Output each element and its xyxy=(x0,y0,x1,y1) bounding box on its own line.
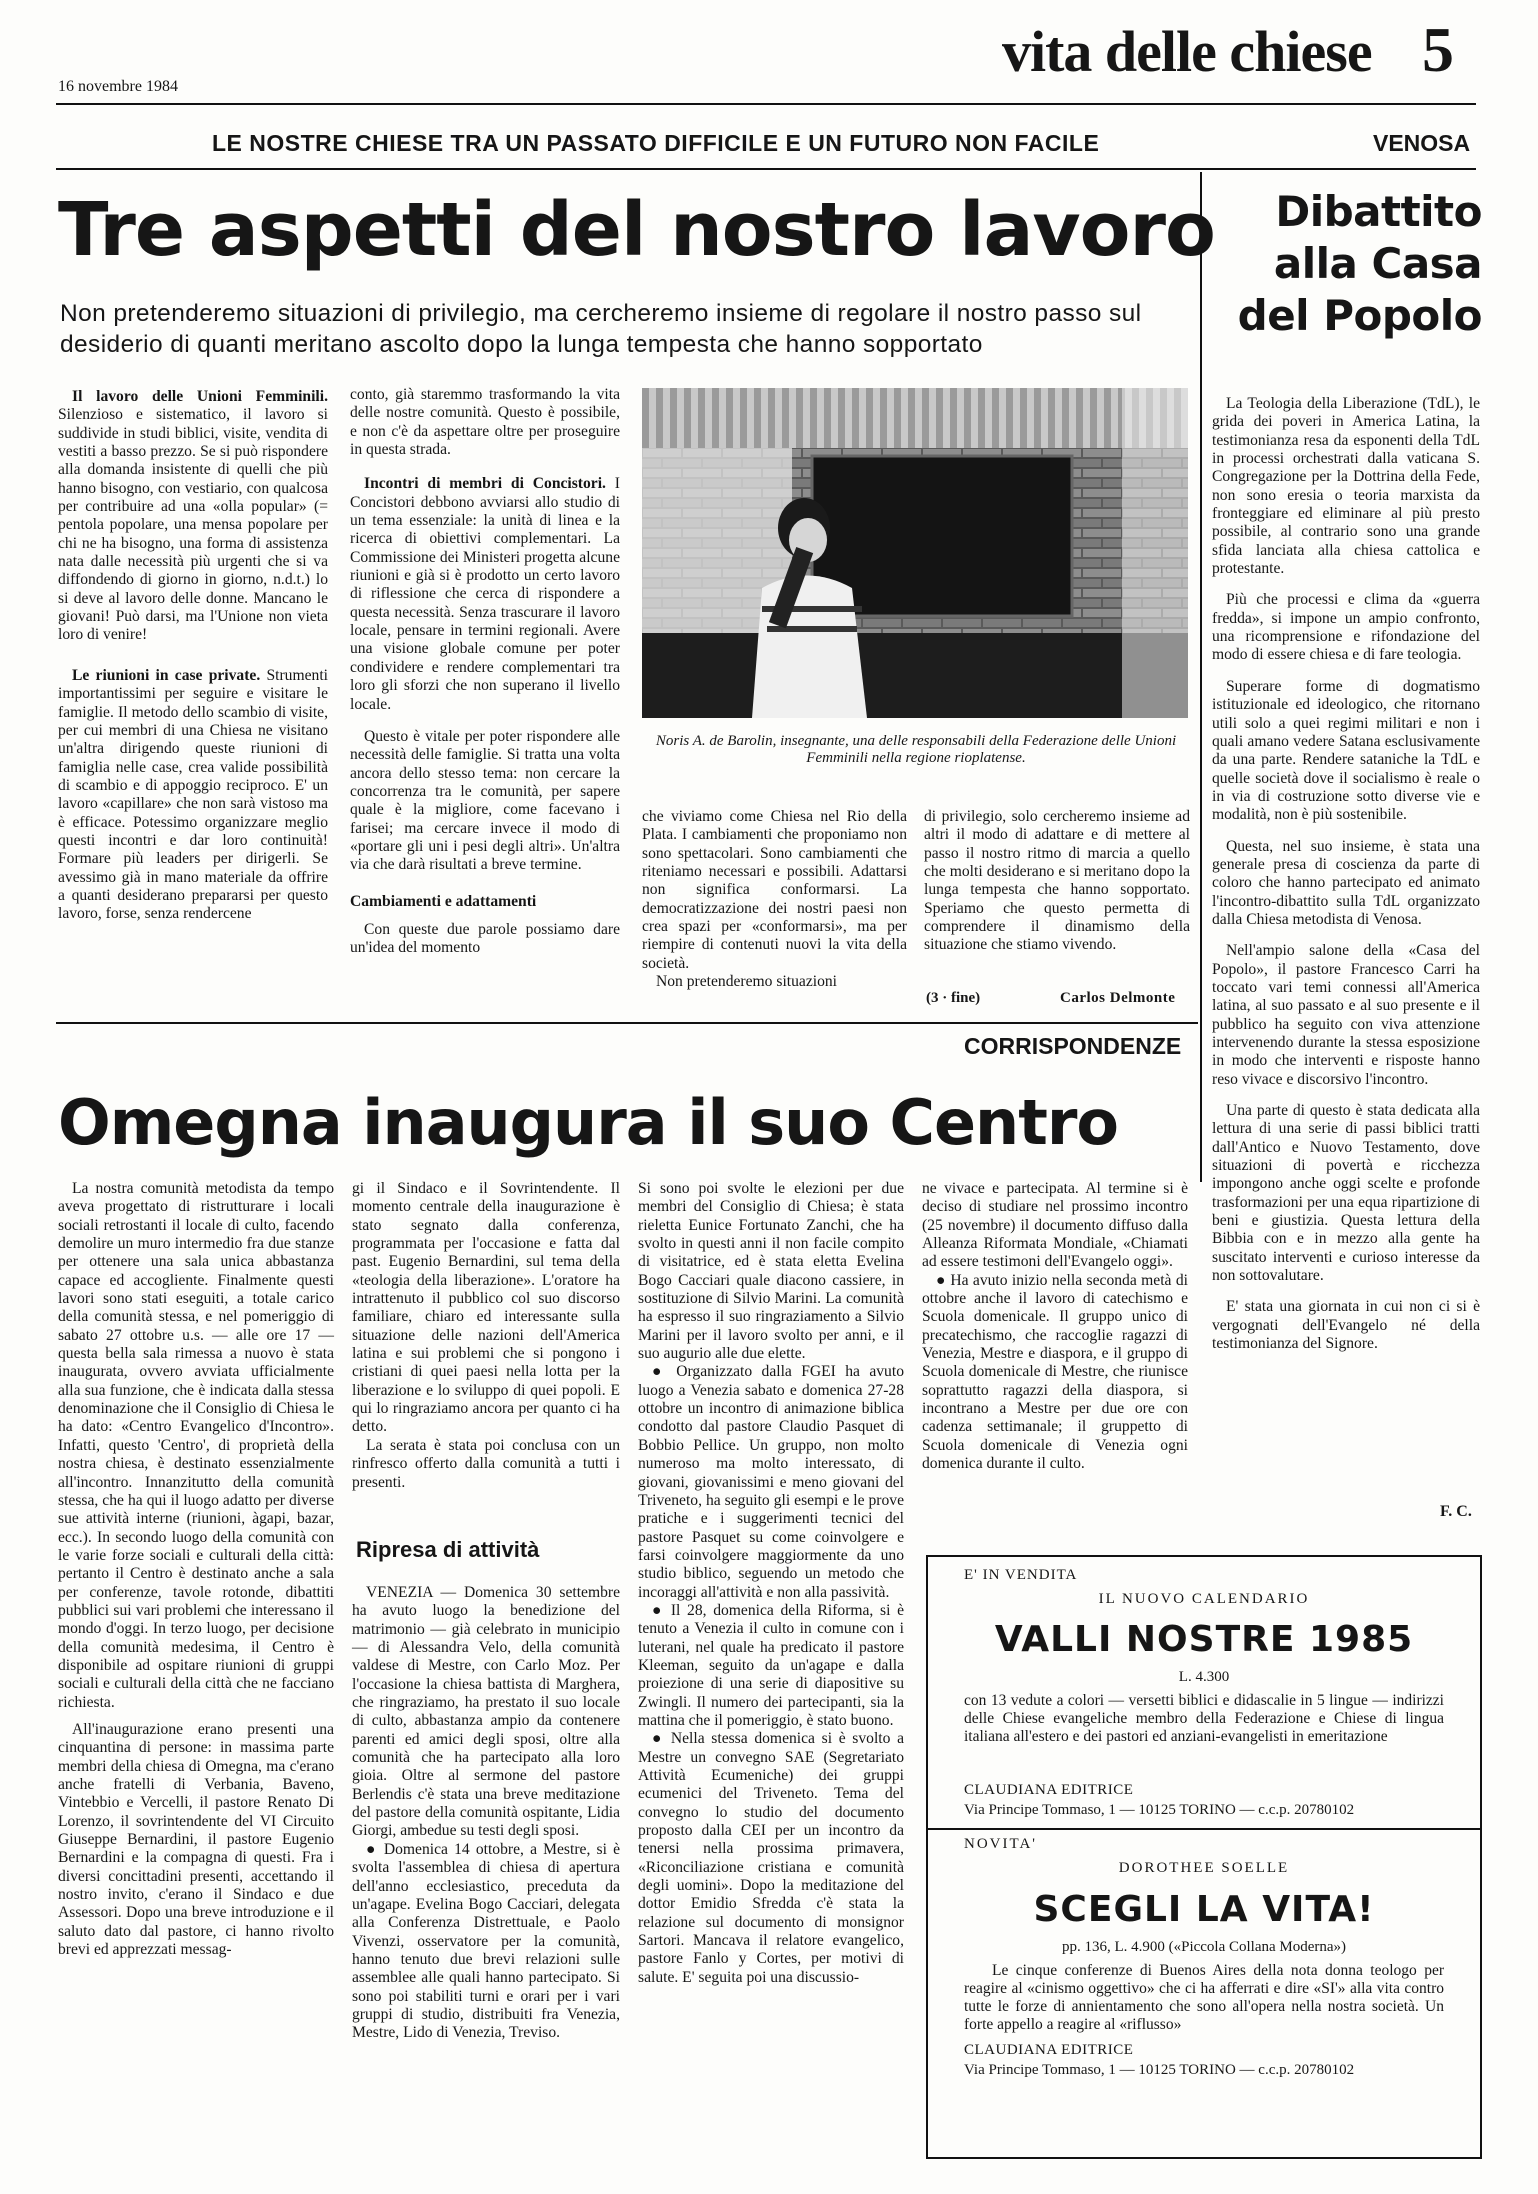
article2-col4 xyxy=(922,1180,1188,1474)
sidebar-title: Dibattito alla Casa del Popolo xyxy=(1237,187,1482,340)
section-label: CORRISPONDENZE xyxy=(964,1033,1182,1059)
section-title: vita delle chiese xyxy=(1002,19,1372,84)
article2-col2 xyxy=(352,1180,620,1492)
paragraph: ● Il 28, domenica della Riforma, si è tenuto a Venezia il culto in comune con i luterani, nel quale ha predicato il pastore Kleeman, seguito da un'agape e dalla proiezione di una serie di diapositive su Zwingli. Il numero dei partecipanti, sia la mattina che il pomeriggio, è stato buono. xyxy=(638,1601,904,1729)
article1-col3 xyxy=(642,808,907,991)
article1-col2 xyxy=(350,386,620,958)
sidebar-signature: F. C. xyxy=(1440,1503,1472,1520)
ad-author2: DOROTHEE SOELLE xyxy=(1118,1860,1290,1876)
article1-col1 xyxy=(58,388,328,924)
paragraph: Nell'ampio salone della «Casa del Popolo», il pastore Francesco Carri ha toccato vari temi connessi all'America latina, al suo passato e al suo presente e il pubblico ha seguito con viva attenzione intervenendo durante la stessa esposizione in modo che interventi e risposte hanno reso vivace e discorsivo l'incontro. xyxy=(1212,942,1480,1088)
ad-desc1: con 13 vedute a colori — versetti biblici e didascalie in 5 lingue — indirizzi delle Chiese evangeliche membro della Federazione e Chiese di lingua italiana all'estero e dei pastori ed anziani-evangelisti in emeritazione xyxy=(964,1692,1444,1745)
paragraph: VENEZIA — Domenica 30 settembre ha avuto luogo la benedizione del matrimonio — già celebrato in municipio — di Alessandra Velo, della comunità valdese di Mestre, con Carlo Moz. Per l'occasione la chiesa battista di Marghera, che ringraziamo, ha prestato il suo locale di culto, abbastanza ampio da contenere parenti ed amici degli sposi, oltre alla comunità che ha partecipato alla loro gioia. Oltre al sermone del pastore Berlendis c'è stata una breve meditazione del pastore della comunità ospitante, Lidia Giorgi, ambedue su testi degli sposi. xyxy=(352,1584,620,1840)
calendar-ad xyxy=(926,1555,1482,2159)
paragraph: Si sono poi svolte le elezioni per due membri del Consiglio di Chiesa; è stata rieletta Eunice Fortunato Zanchi, che ha svolto in questi anni il non facile compito di visitatrice, ed è stata eletta Evelina Bogo Cacciari quale diacono cassiere, in sostituzione di Silvio Marini. La comunità ha espresso il suo ringraziamento a Silvio Marini per il lavoro svolto per anni, e il suo augurio alle due elette. xyxy=(638,1180,904,1363)
ad-publisher1: CLAUDIANA EDITRICE xyxy=(964,1782,1134,1798)
kicker: LE NOSTRE CHIESE TRA UN PASSATO DIFFICILE E UN FUTURO NON FACILE xyxy=(212,130,1100,156)
ad-desc2: Le cinque conferenze di Buenos Aires della nota donna teologo per reagire al «cinismo oggettivo» che ci ha afferrati e dire «SI'» alla vita contro tutte le forze di annientamento che sono all'opera nella nostra società. Un forte appello a reagire al «riflusso» xyxy=(964,1962,1444,2033)
ad-line2: IL NUOVO CALENDARIO xyxy=(1098,1591,1310,1607)
ad-address2: Via Principe Tommaso, 1 — 10125 TORINO — c.c.p. 20780102 xyxy=(964,2062,1355,2078)
ad-title1: VALLI NOSTRE 1985 xyxy=(994,1619,1414,1660)
paragraph: Non pretenderemo situazioni xyxy=(656,973,838,991)
paragraph: gi il Sindaco e il Sovrintendente. Il momento centrale della inaugurazione è stato segnato dalla conferenza, programmata per l'occasione e fatta dal past. Eugenio Bernardini, sul tema della «teologia della liberazione». L'oratore ha intrattenuto il pubblico col suo discorso familiare, chiaro ed interessante sulla situazione delle nazioni dell'America latina e sui problemi che si pongono i cristiani di quei paesi nella lotta per la liberazione e lo sviluppo di quei popoli. E qui lo ringraziamo ancora per quanto ci ha detto. xyxy=(352,1180,620,1436)
paragraph: La Teologia della Liberazione (TdL), le grida dei poveri in America Latina, la testimonianza resa da esponenti della TdL in processi orchestrati dalla vaticana S. Congregazione per la Dottrina della Fede, non sono eresia o teoria marxista da fronteggiare ed eliminare al più presto possibile, al contrario sono una grande sfida lanciata alla chiesa cattolica e protestante. xyxy=(1212,395,1480,578)
paragraph: Questa, nel suo insieme, è stata una generale presa di coscienza da parte di coloro che hanno partecipato ed animato l'incontro-dibattito sulla TdL organizzato dalla Chiesa metodista di Venosa. xyxy=(1212,837,1480,928)
paragraph: Superare forme di dogmatismo istituzionale ed ideologico, che ritornano utili solo a quei regimi militari e non i quali amano vedere Satana esclusivamente da una parte. Rendere sataniche la TdL e quelle società dove il socialismo è reale o in via di costruzione sotto diverse vie e modalità, non è più sostenibile. xyxy=(1212,677,1480,824)
issue-date: 16 novembre 1984 xyxy=(58,78,178,95)
paragraph: che viviamo come Chiesa nel Rio della Plata. I cambiamenti che proponiamo non sono spettacolari. Sono cambiamenti che riteniamo necessari e possibili. Adattarsi non significa conformarsi. La democratizzazione dei nostri paesi non crea spazi per «conformarsi», ma per riempire di contenuti nuovi la vita della società. xyxy=(642,808,907,972)
paragraph: Incontri di membri di Concistori. I Concistori debbono avviarsi allo studio di un tema essenziale: la unità di linea e la ricerca di obiettivi complementari. La Commissione dei Ministeri progetta alcune riunioni e già si è prodotto un certo lavoro di riflessione che cerca di rispondere a questa necessità. Senza trascurare il lavoro locale, pensare in termini regionali. Avere una visione globale comune per poter condividere e rendere complementari tra loro gli sforzi che non superano il livello locale. xyxy=(350,475,620,713)
ad-price2: pp. 136, L. 4.900 («Piccola Collana Moderna») xyxy=(1061,1939,1347,1955)
paragraph: All'inaugurazione erano presenti una cinquantina di persone: in massima parte membri della chiesa di Omegna, ma c'erano anche fratelli di Verbania, Baveno, Vintebbio e Vercelli, il pastore Renato Di Lorenzo, il sovrintendente del VI Circuito Giuseppe Bernardini, il pastore Eugenio Bernardini e la compagna di questi. Fra i diversi concittadini presenti, accettando il nostro invito, c'erano il Sindaco e due Assessori. Dopo una breve introduzione e il saluto dato dal pastore, ci hanno rivolto brevi ed apprezzati messag- xyxy=(58,1720,334,1959)
ad-address1: Via Principe Tommaso, 1 — 10125 TORINO — c.c.p. 20780102 xyxy=(964,1802,1355,1818)
ad-price1: L. 4.300 xyxy=(1178,1669,1230,1685)
sidebar-divider xyxy=(1200,172,1202,1182)
article2-col3 xyxy=(638,1180,904,1987)
paragraph: ne vivace e partecipata. Al termine si è deciso di studiare nel prossimo incontro (25 novembre) il documento diffuso dalla Alleanza Riformata Mondiale, «Chiamati ad essere testimoni dell'Evangelo oggi». xyxy=(922,1180,1188,1271)
page-number: 5 xyxy=(1422,14,1454,85)
paragraph: ● Ha avuto inizio nella seconda metà di ottobre anche il lavoro di catechismo e Scuola domenicale. Il gruppo unico di precatechismo, che raccoglie ragazzi di Venezia, Mestre e diaspora, e il gruppo di Scuola domenicale di Mestre, che riunisce soprattutto ragazzi della diaspora, si incontrano a Mestre per due ore con cadenza settimanale; il gruppetto di Scuola domenicale di Venezia ogni domenica durante il culto. xyxy=(922,1271,1188,1473)
location-label: VENOSA xyxy=(1373,130,1471,156)
article2-title: Omegna inaugura il suo Centro xyxy=(58,1086,1118,1159)
article1-col4 xyxy=(924,808,1190,955)
article2-col1 xyxy=(58,1180,334,1959)
article1-title: Tre aspetti del nostro lavoro xyxy=(58,187,1215,273)
ad-publisher2: CLAUDIANA EDITRICE xyxy=(964,2042,1134,2058)
paragraph: di privilegio, solo cercheremo insieme ad altri il modo di adattare e di mettere al passo il nostro ritmo di marcia a quello che molti desiderano e si meritano dopo la lunga tempesta che hanno sopportato. Speriamo che questo permetta di comprendere il dinamismo della situazione che stiamo vivendo. xyxy=(924,808,1190,954)
article1-photo xyxy=(642,388,1188,718)
masthead-rule xyxy=(56,103,1476,105)
paragraph: E' stata una giornata in cui non ci si è vergognati dell'Evangelo né della testimonianza del Signore. xyxy=(1212,1298,1480,1353)
ad-line1: E' IN VENDITA xyxy=(964,1567,1078,1583)
article1-subhead: Cambiamenti e adattamenti xyxy=(350,892,537,910)
paragraph: Una parte di questo è stata dedicata alla lettura di una serie di passi biblici tratti dall'Antico e Nuovo Testamento, dove situazioni di povertà e ricchezza impongono anche oggi scelte e profonde trasformazioni per una equa ripartizione di beni e giustizia. Questa lettura della Bibbia con e in mezzo alla gente ha suscitato interventi e curioso interesse da non sottovalutare. xyxy=(1212,1102,1480,1285)
article1-author: Carlos Delmonte xyxy=(1060,990,1176,1006)
paragraph: Questo è vitale per poter rispondere alle necessità delle famiglie. Si tratta una volta ancora dello stesso tema: non cercare la concorrenza tra le comunità, per sapere quale è la migliore, come facevano i farisei; ma cercare invece il modo di «portare gli uni i pesi degli altri». Un'altra via che darà risultati a breve termine. xyxy=(350,727,620,874)
paragraph: Le riunioni in case private. Strumenti importantissimi per seguire e visitare le famiglie. Il metodo dello scambio di visite, per cui membri di una Chiesa ne visitano un'altra dirigendo queste riunioni di famiglia nelle case, crea valide possibilità di scambio e di appoggio reciproco. E' un lavoro «capillare» che non sarà vistoso ma è efficace. Potessimo organizzare meglio questi incontri e dar loro continuità! Formare più leaders per dirigerli. Se avessimo già in mano materiale da offrire a quanti desiderano prepararsi per questo lavoro, forse, senza rendercene xyxy=(58,666,328,923)
paragraph: La serata è stata poi conclusa con un rinfresco offerto dalla comunità a tutti i presenti. xyxy=(352,1436,620,1491)
article2-subhead: Ripresa di attività xyxy=(356,1537,540,1562)
article1-subtitle: Non pretenderemo situazioni di privilegio, ma cercheremo insieme di regolare il nostro passo sul desiderio di quanti meritano ascolto dopo la lunga tempesta che hanno sopportato xyxy=(60,300,1142,358)
ad-novita: NOVITA' xyxy=(964,1836,1037,1852)
section-rule xyxy=(56,1022,1198,1024)
paragraph: Più che processi e clima da «guerra fredda», si impone un ampio confronto, una ricomprensione e rifondazione del modo di essere chiesa e di fare teologia. xyxy=(1212,591,1480,664)
kicker-rule xyxy=(56,168,1476,170)
photo-caption: Noris A. de Barolin, insegnante, una delle responsabili della Federazione delle Unioni Femminili nella regione rioplatense. xyxy=(655,733,1177,766)
paragraph: ● Organizzato dalla FGEI ha avuto luogo a Venezia sabato e domenica 27-28 ottobre un incontro di animazione biblica condotto dal pastore Claudio Pasquet di Bobbio Pellice. Un gruppo, non molto numeroso ma molto interessato, di giovani, giovanissimi e meno giovani del Triveneto, ha seguito gli esempi e le prove pratiche e i suggerimenti tecnici del pastore Pasquet su come coinvolgere e farsi coinvolgere maggiormente da uno studio biblico, seguendo un metodo che incoraggi all'attività e non alla passività. xyxy=(638,1363,904,1601)
end-mark: (3 · fine) xyxy=(926,990,981,1006)
paragraph: La nostra comunità metodista da tempo aveva progettato di ristrutturare i locali sociali retrostanti il locale di culto, facendo demolire un muro intermedio fra due stanze per ottenere una sala unica abbastanza capace ed accogliente. Finalmente questi lavori sono stati eseguiti, a totale carico della comunità stessa, e nel pomeriggio di sabato 27 ottobre u.s. — alle ore 17 — questa bella sala rimessa a nuovo è stata inaugurata, ovvero avviata ufficialmente alla sua funzione, che è indicata dalla stessa denominazione che il Consiglio di Chiesa le ha dato: «Centro Evangelico d'Incontro». Infatti, questo 'Centro', di proprietà della nostra chiesa, è destinato essenzialmente all'incontro. Innanzitutto della comunità stessa, che ha qui il luogo adatto per diverse sue attività interne (riunioni, àgapi, bazar, ecc.). In secondo luogo della comunità con le varie forze sociali e culturali della città: pertanto il Centro è destinato anche a sala per conferenze, tavole rotonde, dibattiti pubblici sui vari problemi che interessano il mondo d'oggi. In terzo luogo, per decisione della comunità medesima, il Centro è disponibile ad ospitare riunioni di gruppi sociali e culturali della città che ne facciano richiesta. xyxy=(58,1180,334,1711)
photo-image xyxy=(642,388,1188,718)
paragraph: ● Nella stessa domenica si è svolto a Mestre un convegno SAE (Segretariato Attività Ecumeniche) dei gruppi ecumenici del Triveneto. Tema del convegno lo studio del documento proposto dalla CEI per un incontro da tenersi nella prossima primavera, «Riconciliazione cristiana e comunità degli uomini». Dopo la meditazione del dottor Emidio Sfredda c'è stata la relazione sul documento di monsignor Sartori. Mancava il relatore evangelico, pastore Fanlo y Cortes, per motivi di salute. E' seguita poi una discussio- xyxy=(638,1730,904,1986)
ad-divider xyxy=(928,1828,1480,1830)
ad-title2: SCEGLI LA VITA! xyxy=(1033,1889,1375,1930)
sidebar-text xyxy=(1212,395,1480,1354)
paragraph: ● Domenica 14 ottobre, a Mestre, si è svolta l'assemblea di chiesa di apertura dell'anno ecclesiastico, preceduta da un'agape. Evelina Bogo Cacciari, delegata alla Conferenza Distrettuale, e Paolo Vivenzi, osservatore per la comunità, hanno tenuto due brevi relazioni sulle assemblee alle quali hanno partecipato. Si sono poi stabiliti turni e orari per i vari gruppi di studio, distribuiti fra Venezia, Mestre, Lido di Venezia, Treviso. xyxy=(352,1840,620,2042)
paragraph: conto, già staremmo trasformando la vita delle nostre comunità. Questo è possibile, e non c'è da aspettare oltre per proseguire in questa strada. xyxy=(350,386,620,459)
paragraph: Con queste due parole possiamo dare un'idea del momento xyxy=(350,920,620,957)
article2-col2b xyxy=(352,1584,620,2043)
paragraph: Il lavoro delle Unioni Femminili. Silenzioso e sistematico, il lavoro si suddivide in studi biblici, visite, vendita di vestiti a basso prezzo. Se si può rispondere alla domanda insistente di quelli che più hanno bisogno, con vestiario, con qualcosa per contribuire ad una «olla popular» (= pentola popolare, una mensa popolare per chi ne ha bisogno, una forma di assistenza nata dalle necessità più urgenti che si va diffondendo di giorno in giorno, n.d.t.) lo si deve al lavoro delle donne. Mancano le giovani! Può darsi, ma l'Unione non vieta loro di venire! xyxy=(58,388,328,644)
